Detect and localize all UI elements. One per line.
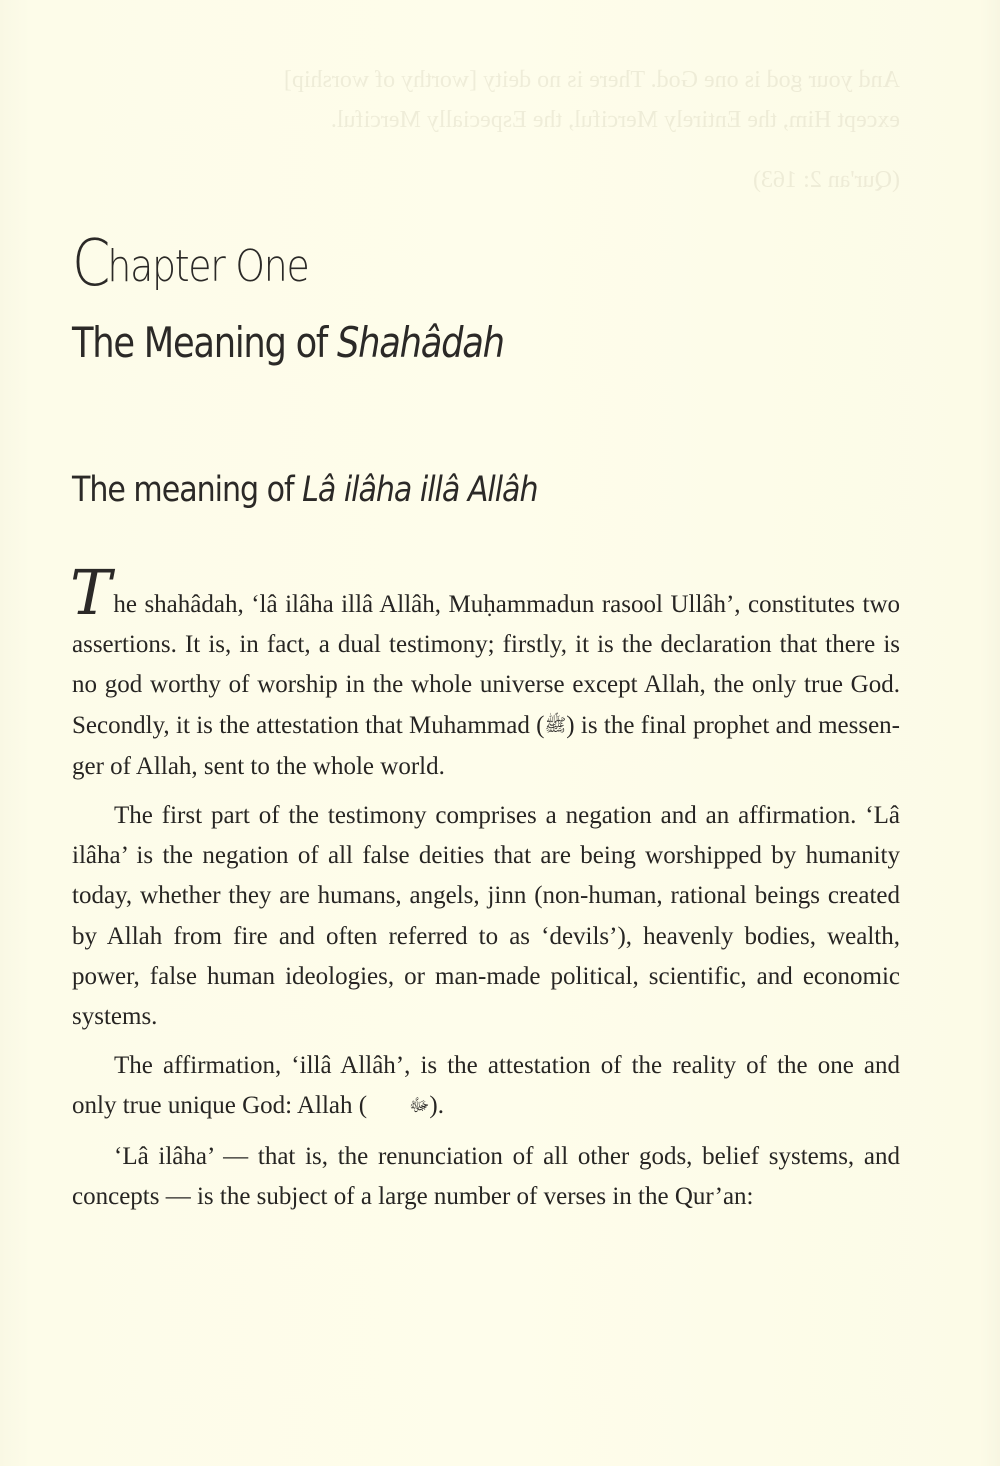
paragraph-4: ‘Lâ ilâha’ — that is, the renunciation of all other gods, belief systems, and concepts — is the subject of a large number of verses in the Qur’an:	[72, 1142, 900, 1210]
paragraph-1	[70, 556, 900, 787]
body-text	[70, 556, 900, 1226]
paragraph-2: The first part of the testimony comprises a negation and an affirmation. ‘Lâ ilâha’ is the negation of all false deities that are being worshipped by humanity today, whether they are humans, angels, jinn (non-human, rational beings created by Allah from fire and often referred to as ‘devils’), heavenly bodies, wealth, power, false human ideologies, or man-made political, scientific, and economic systems.	[72, 802, 900, 1031]
show-through-line: And your god is one God. There is no deity [worthy of worship]	[283, 67, 900, 93]
paragraph-3-text-b: ).	[429, 1092, 444, 1120]
chapter-title-italic: Shahâdah	[337, 318, 504, 367]
paragraph-3	[72, 1046, 900, 1127]
salutation-symbol-icon: ﷺ	[544, 714, 567, 735]
section-title-italic: Lâ ilâha illâ Allâh	[302, 470, 538, 510]
chapter-initial: C	[72, 227, 110, 301]
section-title-plain: The meaning of	[72, 470, 303, 510]
paragraph-3-text-a: The affirmation, ‘illâ Allâh’, is the attestation of the reality of the one and only true unique God: Allah (	[72, 1052, 900, 1120]
chapter-title-plain: The Meaning of	[72, 318, 338, 367]
show-through-line: except Him, the Entirely Merciful, the Especially Merciful.	[330, 107, 900, 133]
drop-cap: T	[70, 556, 112, 629]
paragraph-1-text-a: he shahâdah, ‘lâ ilâha illâ Allâh, Muḥammadun rasool Ullâh’, constitutes two assertions. It is, in fact, a dual testimony; firstly, it is the declaration that there is no god worthy of worship in the whole universe except Allah, the only true God. Secondly, it is the attestation that Muhammad (	[72, 591, 900, 739]
section-title	[72, 470, 538, 510]
glorification-symbol-icon: ﷻ	[409, 1095, 430, 1116]
chapter-label-rest: hapter One	[107, 241, 309, 292]
paragraph-1-text-b: ) is the final prophet and messenger of Allah, sent to the whole world.	[72, 711, 900, 780]
chapter-label	[72, 227, 309, 301]
chapter-title	[72, 318, 504, 367]
show-through-line: (Qur'an 2: 163)	[753, 167, 900, 193]
